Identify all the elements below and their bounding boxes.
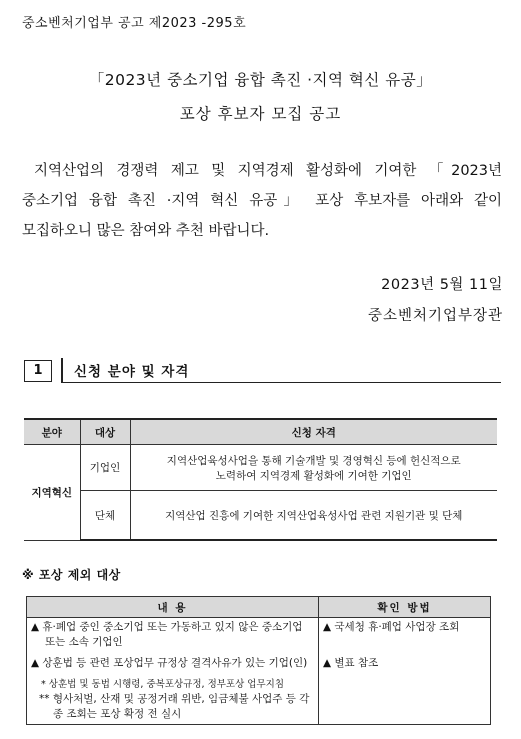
column-header: 대상 bbox=[80, 419, 130, 445]
exclusion-note: * 상훈법 및 동법 시행령, 중복포상규정, 정부포상 업무지침 bbox=[41, 679, 284, 690]
method-item: ▲ 국세청 휴·폐업 사업장 조회 bbox=[323, 621, 460, 633]
eligibility-table bbox=[24, 418, 497, 541]
exclusion-item: ▲ 상훈법 등 관련 포상업무 규정상 결격사유가 있는 기업(인) bbox=[31, 657, 308, 669]
target-cell: 단체 bbox=[80, 491, 130, 541]
exclusion-item: ▲ 휴·폐업 중인 중소기업 또는 가동하고 있지 않은 중소기업 또는 소속 기업인 bbox=[31, 621, 303, 648]
table-header-row bbox=[27, 597, 491, 618]
issuing-organization: 중소벤처기업부장관 bbox=[367, 308, 503, 324]
target-cell: 기업인 bbox=[80, 445, 130, 491]
intro-line: 중소기업 융합 촉진 ·지역 혁신 유공」 포상 후보자를 아래와 같이 bbox=[22, 193, 502, 209]
notice-subtitle: 포상 후보자 모집 공고 bbox=[179, 105, 342, 123]
column-header: 신청 자격 bbox=[130, 419, 497, 445]
field-cell: 지역혁신 bbox=[24, 445, 80, 541]
column-header: 확인 방법 bbox=[319, 597, 491, 618]
qualification-cell: 지역산업 진흥에 기여한 지역산업육성사업 관련 지원기관 및 단체 bbox=[130, 491, 497, 541]
section-divider bbox=[61, 358, 63, 382]
qualification-line: 지역산업육성사업을 통해 기술개발 및 경영혁신 등에 헌신적으로 bbox=[166, 454, 461, 467]
qualification-cell bbox=[130, 445, 497, 491]
method-cell bbox=[319, 618, 491, 725]
section-title: 신청 분야 및 자격 bbox=[74, 364, 190, 380]
content-cell bbox=[27, 618, 319, 725]
intro-line: 모집하오니 많은 참여와 추천 바랍니다. bbox=[22, 223, 270, 239]
table-row bbox=[24, 491, 497, 541]
intro-paragraph bbox=[22, 156, 502, 246]
column-header: 분야 bbox=[24, 419, 80, 445]
exclusion-table bbox=[26, 596, 491, 725]
table-row bbox=[27, 618, 491, 725]
intro-line: 지역산업의 경쟁력 제고 및 지역경제 활성화에 기여한 「2023년 bbox=[34, 163, 502, 179]
section-underline bbox=[61, 382, 501, 383]
table-row bbox=[24, 445, 497, 491]
column-header: 내 용 bbox=[27, 597, 319, 618]
section-number: 1 bbox=[24, 360, 52, 382]
table-header-row bbox=[24, 419, 497, 445]
notice-number: 중소벤처기업부 공고 제2023 -295호 bbox=[22, 16, 247, 31]
method-item: ▲ 별표 참조 bbox=[323, 657, 379, 669]
notice-title: 「2023년 중소기업 융합 촉진 ·지역 혁신 유공」 bbox=[88, 71, 433, 89]
exclusion-heading: ※ 포상 제외 대상 bbox=[22, 568, 121, 582]
notice-date: 2023년 5월 11일 bbox=[381, 277, 503, 293]
qualification-line: 노력하여 지역경제 활성화에 기여한 기업인 bbox=[215, 469, 412, 482]
exclusion-note: ** 형사처벌, 산재 및 공정거래 위반, 임금체불 사업주 등 각종 조회는 포상 확정 전 실시 bbox=[39, 693, 310, 720]
